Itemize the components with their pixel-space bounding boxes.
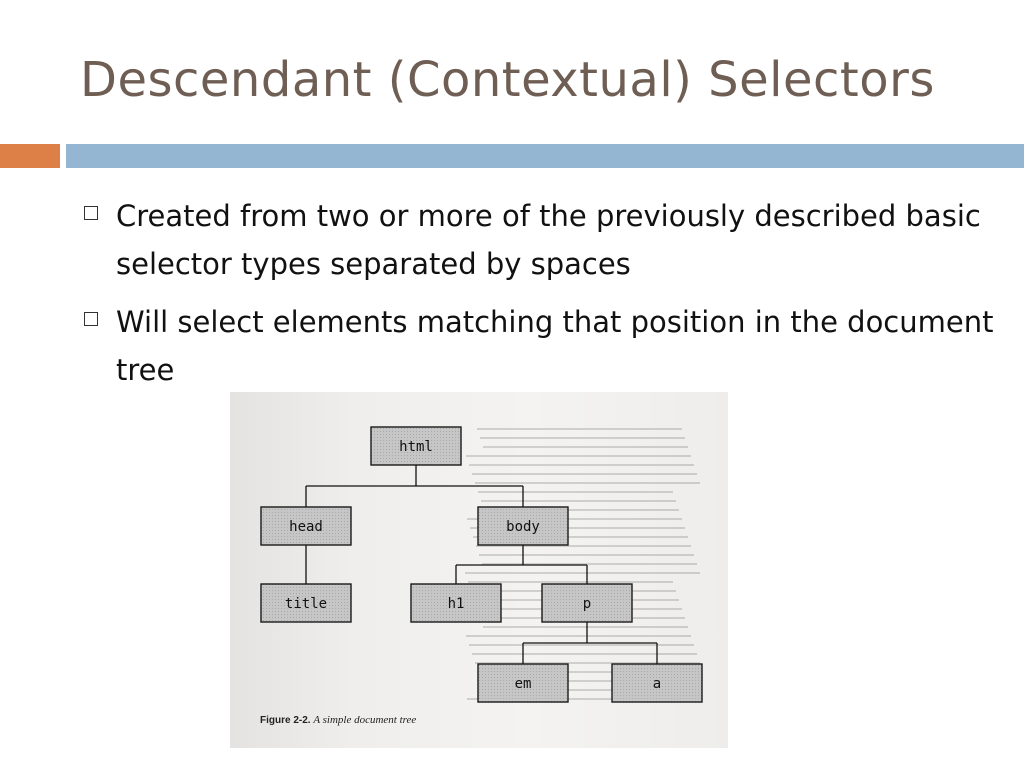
hollow-square-bullet-icon	[84, 312, 98, 326]
bullet-item	[80, 298, 1000, 394]
bullet-list	[80, 192, 1000, 404]
bullet-text: Will select elements matching that position in the document tree	[116, 305, 994, 387]
tree-node-p	[542, 584, 632, 622]
tree-node-html	[371, 427, 461, 465]
tree-node-head	[261, 507, 351, 545]
tree-node-a	[612, 664, 702, 702]
slide-title: Descendant (Contextual) Selectors	[80, 52, 935, 108]
tree-node-label: head	[289, 519, 323, 535]
accent-bar-orange	[0, 144, 60, 168]
document-tree-diagram	[230, 392, 728, 748]
figure-caption	[260, 714, 416, 726]
tree-node-label: h1	[447, 596, 465, 612]
tree-node-h1	[411, 584, 501, 622]
tree-node-label: a	[652, 676, 662, 692]
tree-node-label: title	[284, 596, 328, 612]
tree-node-body	[478, 507, 568, 545]
tree-node-label: html	[399, 439, 433, 455]
tree-node-title	[261, 584, 351, 622]
document-tree-figure	[230, 392, 728, 748]
tree-node-label: em	[514, 676, 532, 692]
tree-node-label: body	[506, 519, 540, 535]
background-page-text	[465, 428, 700, 700]
bullet-item	[80, 192, 1000, 288]
bullet-text: Created from two or more of the previously described basic selector types separated by spaces	[116, 199, 981, 281]
figure-caption-label: Figure 2-2.	[260, 715, 311, 726]
figure-caption-text: A simple document tree	[313, 714, 417, 726]
hollow-square-bullet-icon	[84, 206, 98, 220]
accent-bar-blue	[66, 144, 1024, 168]
tree-node-label: p	[582, 596, 592, 612]
tree-node-em	[478, 664, 568, 702]
